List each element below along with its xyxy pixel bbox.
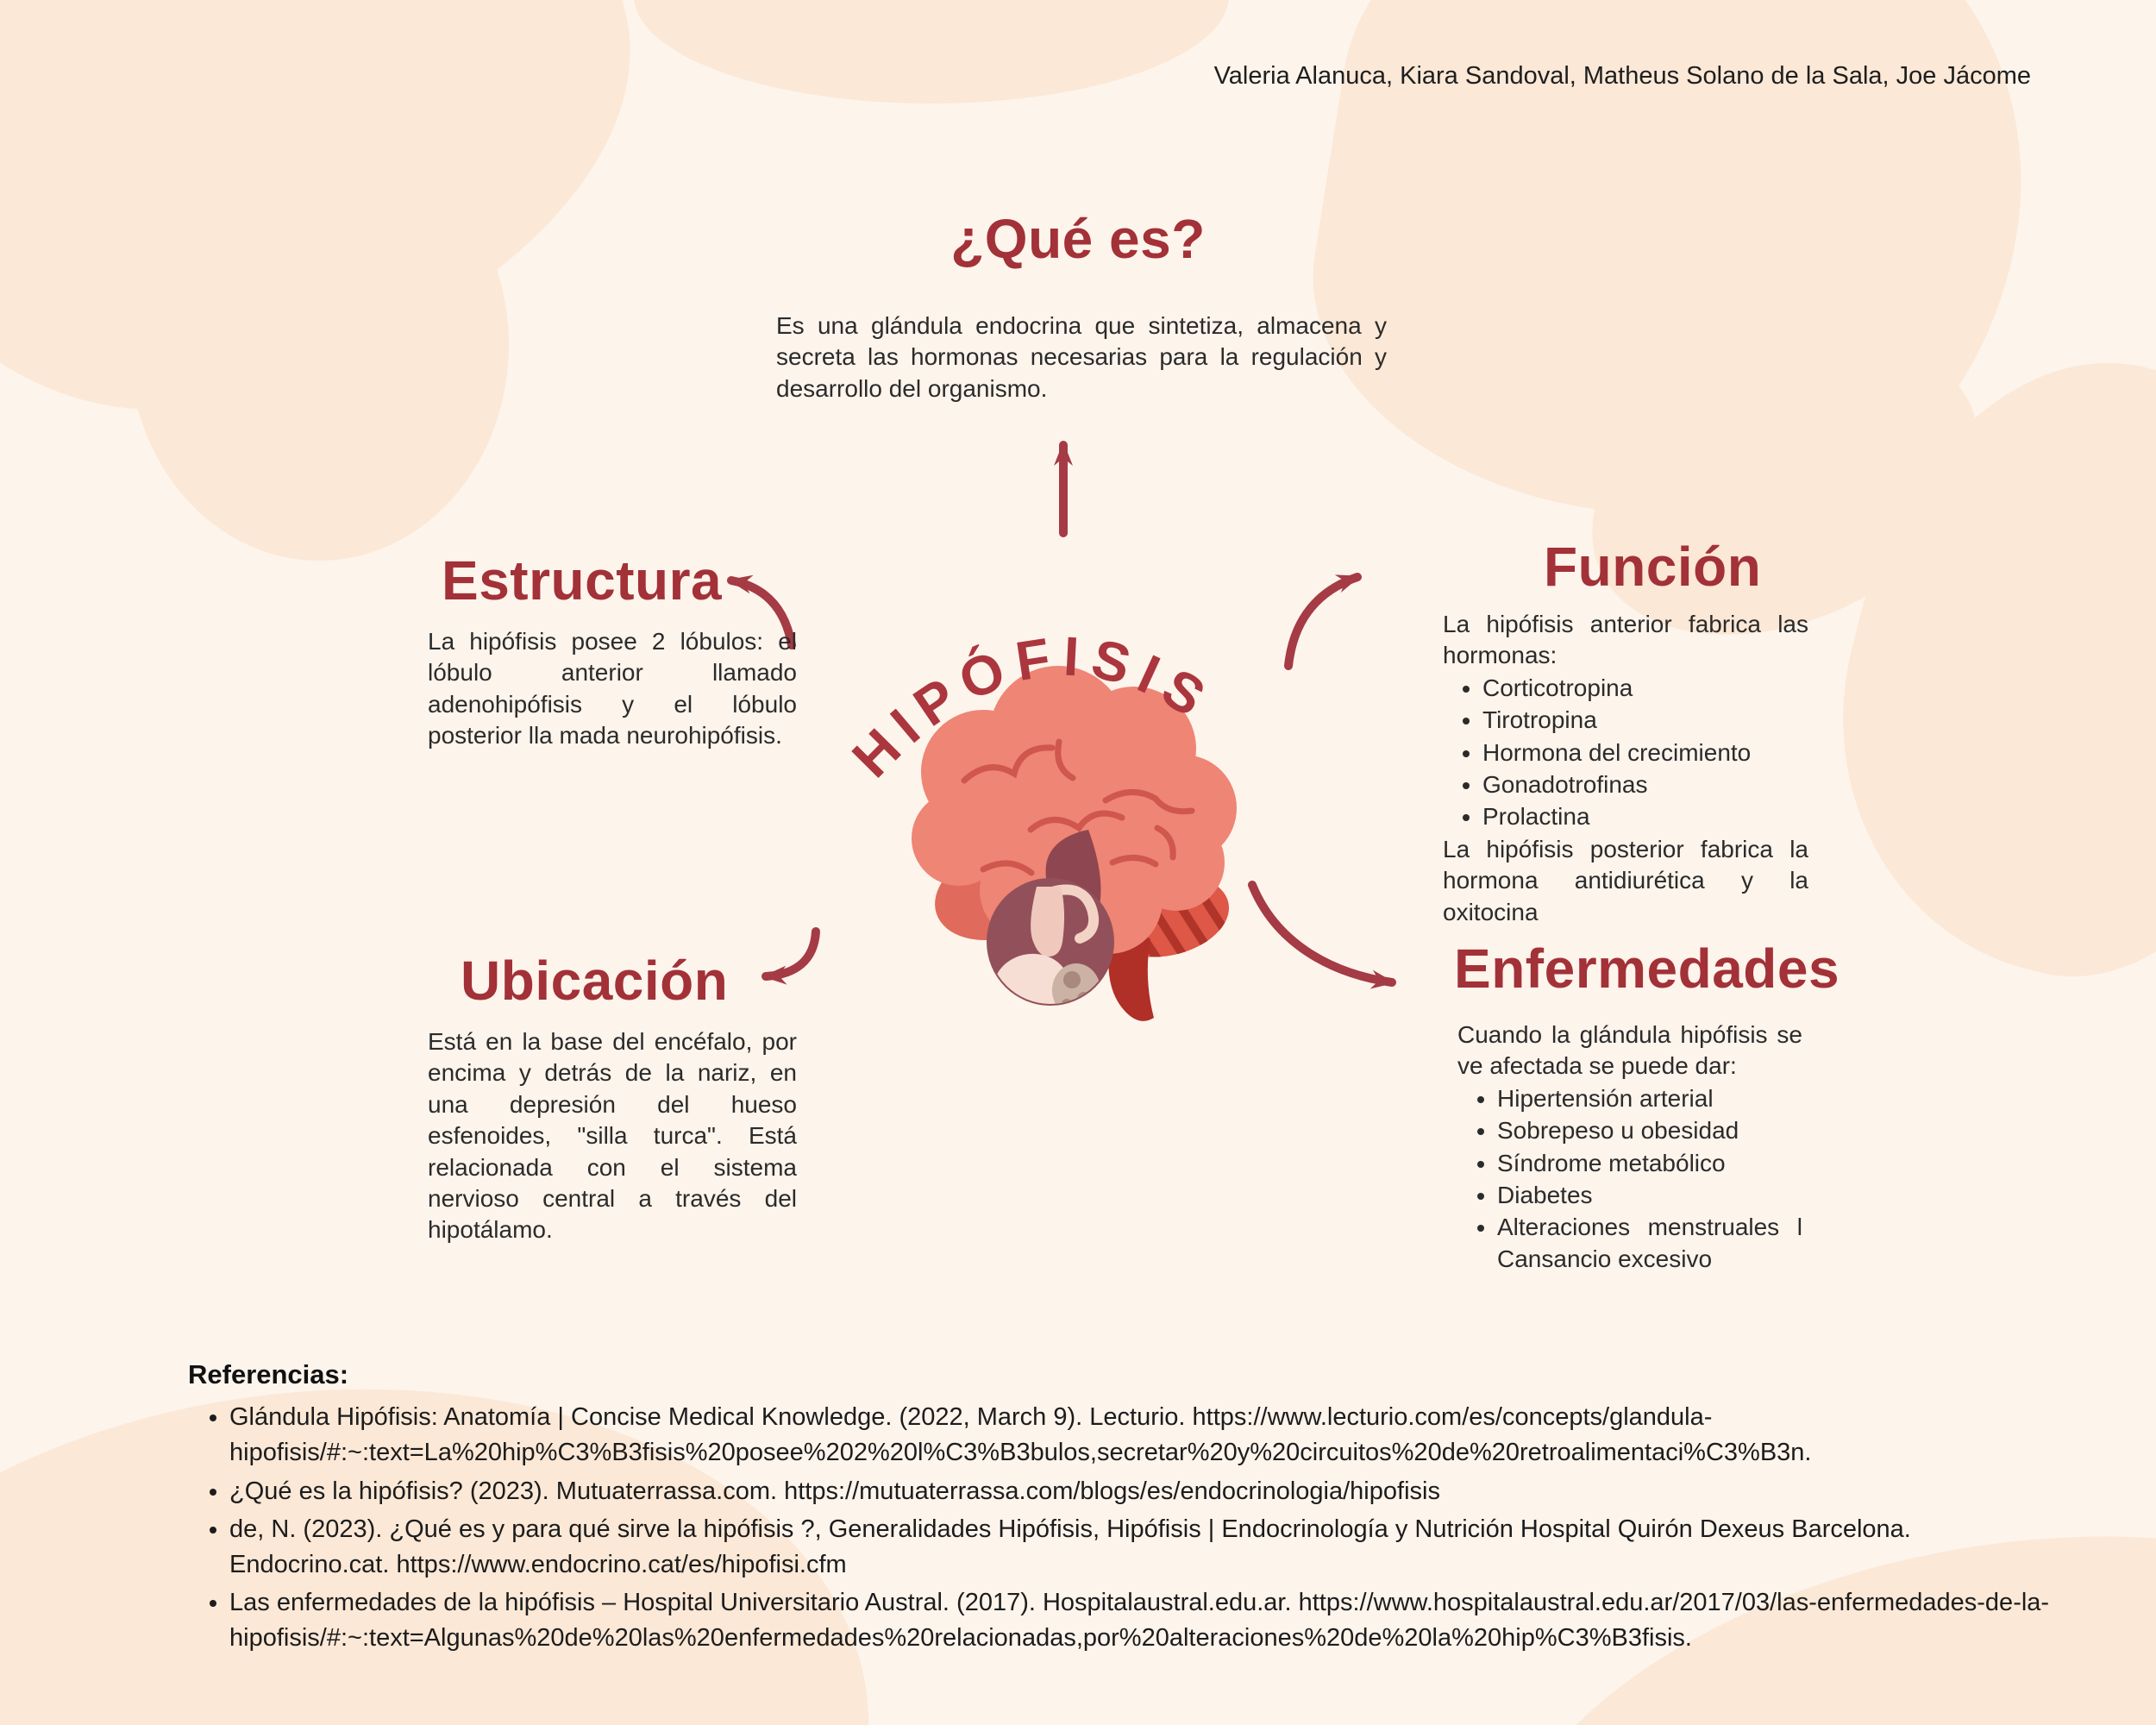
list-item: • Sobrepeso u obesidad	[1497, 1115, 1802, 1146]
references-title: Referencias:	[188, 1359, 349, 1389]
reference-item: • de, N. (2023). ¿Qué es y para qué sirve la hipófisis ?, Generalidades Hipófisis, Hipófisis | Endocrinología y Nutrición Hospital Quirón Dexeus Barcelona. Endocrino.cat. https://www.endocrino.cat/es/hipofisi.cfm	[229, 1512, 2068, 1582]
enfermedades-body	[1457, 1019, 1802, 1276]
list-item: • Prolactina	[1482, 801, 1808, 832]
list-item: • Corticotropina	[1482, 673, 1808, 704]
list-item: • Gonadotrofinas	[1482, 769, 1808, 800]
svg-text:HIPÓFISIS	[840, 624, 1225, 789]
funcion-body	[1443, 609, 1808, 928]
reference-item: • ¿Qué es la hipófisis? (2023). Mutuaterrassa.com. https://mutuaterrassa.com/blogs/es/endocrinologia/hipofisis	[229, 1474, 2068, 1509]
estructura-body: La hipófisis posee 2 lóbulos: el lóbulo anterior llamado adenohipófisis y el lóbulo posterior lla mada neurohipófisis.	[428, 628, 797, 750]
funcion-title: Función	[1544, 536, 1762, 598]
ubicacion-body: Está en la base del encéfalo, por encima y detrás de la nariz, en una depresión del hueso esfenoides, "silla turca". Está relacionada con el sistema nervioso central a través del hipotálamo.	[428, 1028, 797, 1244]
list-item: • Hormona del crecimiento	[1482, 737, 1808, 768]
center-title: HIPÓFISIS	[840, 624, 1225, 789]
enfermedades-title: Enfermedades	[1454, 938, 1840, 1000]
estructura-title: Estructura	[442, 549, 723, 612]
que-es-body: Es una glándula endocrina que sintetiza, almacena y secreta las hormonas necesarias para la regulación y desarrollo del organismo.	[776, 312, 1387, 402]
list-item: • Tirotropina	[1482, 705, 1808, 736]
arrow-to-ubicacion-icon	[766, 932, 816, 976]
ubicacion-title: Ubicación	[461, 950, 729, 1012]
authors-line: Valeria Alanuca, Kiara Sandoval, Matheus Solano de la Sala, Joe Jácome	[1213, 62, 2031, 90]
reference-item: • Las enfermedades de la hipófisis – Hospital Universitario Austral. (2017). Hospitalaustral.edu.ar. https://www.hospitalaustral.edu.ar/2017/03/las-enfermedades-de-la-hipofisis/#:~:text=Algunas%20de%20las%20enfermedades%20relacionadas,por%20alteraciones%20de%20la%20hip%C3%B3fisis.	[229, 1585, 2068, 1655]
center-title-arc	[819, 518, 1337, 828]
list-item: • Diabetes	[1497, 1180, 1802, 1211]
funcion-outro: La hipófisis posterior fabrica la hormona antidiurética y la oxitocina	[1443, 835, 1808, 925]
list-item: • Alteraciones menstruales l Cansancio excesivo	[1497, 1212, 1802, 1275]
list-item: • Síndrome metabólico	[1497, 1148, 1802, 1179]
references-section	[188, 1356, 2068, 1659]
list-item: • Hipertensión arterial	[1497, 1083, 1802, 1114]
que-es-title: ¿Qué es?	[950, 208, 1206, 270]
enfermedades-list	[1457, 1083, 1802, 1275]
reference-item: • Glándula Hipófisis: Anatomía | Concise Medical Knowledge. (2022, March 9). Lecturio. https://www.lecturio.com/es/concepts/glandula-hipofisis/#:~:text=La%20hip%C3%B3fisis%20posee%202%20l%C3%B3bulos,secretar%20y%20circuitos%20de%20retroalimentaci%C3%B3n.	[229, 1400, 2068, 1470]
enfermedades-intro: Cuando la glándula hipófisis se ve afectada se puede dar:	[1457, 1021, 1802, 1080]
funcion-intro: La hipófisis anterior fabrica las hormonas:	[1443, 611, 1808, 669]
references-list	[188, 1400, 2068, 1655]
funcion-list	[1443, 673, 1808, 833]
